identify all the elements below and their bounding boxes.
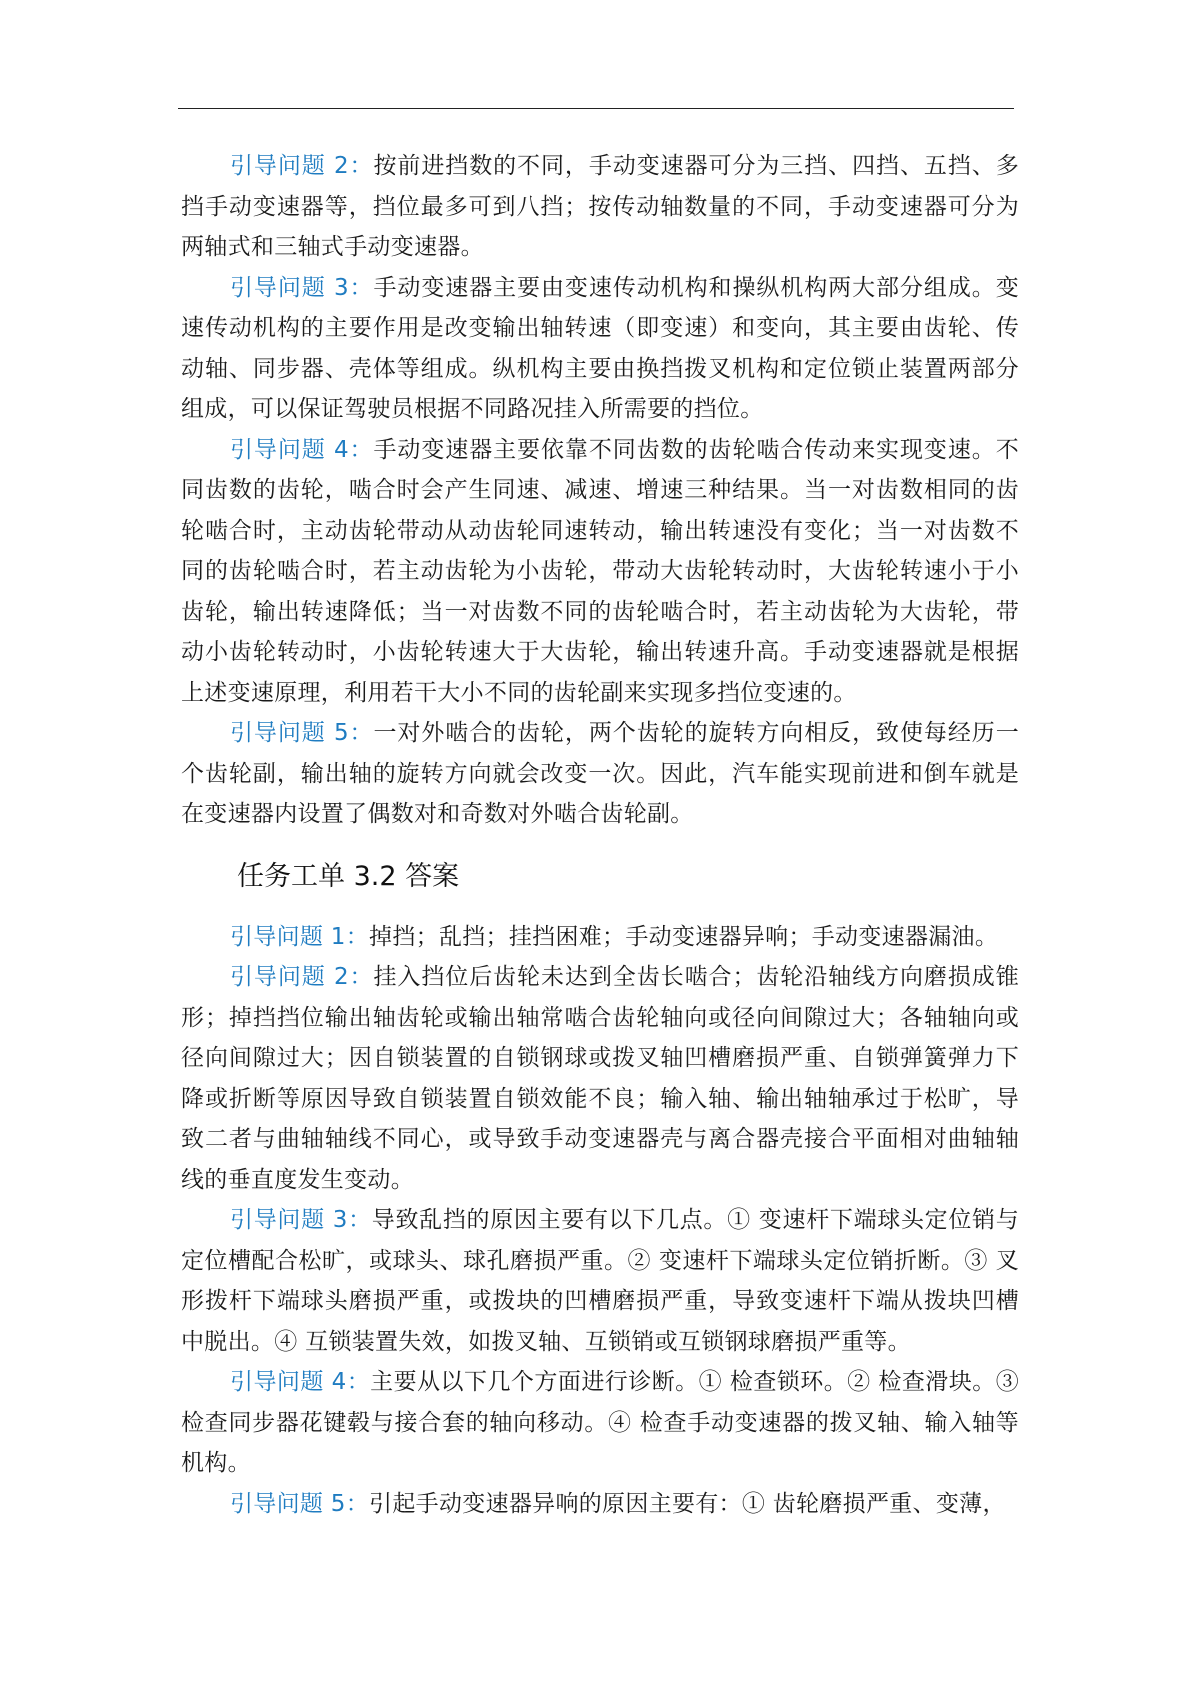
- paragraph-text: 引起手动变速器异响的原因主要有：① 齿轮磨损严重、变薄，: [369, 1490, 1006, 1517]
- question-label: 引导问题 5：: [230, 720, 374, 746]
- paragraph-answer-q2: [181, 957, 1019, 1200]
- paragraph-text: 掉挡；乱挡；挂挡困难；手动变速器异响；手动变速器漏油。: [369, 923, 999, 950]
- paragraph-answer-q3: [181, 1200, 1019, 1362]
- header-rule: [178, 108, 1014, 109]
- paragraph-text: 手动变速器主要由变速传动机构和操纵机构两大部分组成。变速传动机构的主要作用是改变输出轴转速（即变速）和变向，其主要由齿轮、传动轴、同步器、壳体等组成。纵机构主要由换挡拨叉机构和定位锁止装置两部分组成，可以保证驾驶员根据不同路况挂入所需要的挡位。: [181, 274, 1019, 422]
- paragraph-text: 手动变速器主要依靠不同齿数的齿轮啮合传动来实现变速。不同齿数的齿轮，啮合时会产生同速、减速、增速三种结果。当一对齿数相同的齿轮啮合时，主动齿轮带动从动齿轮同速转动，输出转速没有变化；当一对齿数不同的齿轮啮合时，若主动齿轮为小齿轮，带动大齿轮转动时，大齿轮转速小于小齿轮，输出转速降低；当一对齿数不同的齿轮啮合时，若主动齿轮为大齿轮，带动小齿轮转动时，小齿轮转速大于大齿轮，输出转速升高。手动变速器就是根据上述变速原理，利用若干大小不同的齿轮副来实现多挡位变速的。: [181, 436, 1019, 706]
- question-label: 引导问题 3：: [230, 1207, 372, 1233]
- paragraph-text: 导致乱挡的原因主要有以下几点。① 变速杆下端球头定位销与定位槽配合松旷，或球头、球孔磨损严重。② 变速杆下端球头定位销折断。③ 叉形拨杆下端球头磨损严重，或拨块的凹槽磨损严重，导致变速杆下端从拨块凹槽中脱出。④ 互锁装置失效，如拨叉轴、互锁销或互锁钢球磨损严重等。: [181, 1207, 1020, 1355]
- paragraph-text: 主要从以下几个方面进行诊断。① 检查锁环。② 检查滑块。③ 检查同步器花键毂与接合套的轴向移动。④ 检查手动变速器的拨叉轴、输入轴等机构。: [181, 1369, 1019, 1476]
- paragraph-answer-q5: [181, 1484, 1019, 1525]
- paragraph-q5: [181, 713, 1019, 835]
- question-label: 引导问题 4：: [230, 1369, 371, 1395]
- question-label: 引导问题 3：: [230, 274, 374, 301]
- paragraph-q3: [181, 268, 1019, 430]
- question-label: 引导问题 4：: [230, 436, 374, 463]
- question-label: 引导问题 2：: [230, 964, 374, 990]
- question-label: 引导问题 5：: [230, 1490, 370, 1517]
- paragraph-text: 按前进挡数的不同，手动变速器可分为三挡、四挡、五挡、多挡手动变速器等，挡位最多可到八挡；按传动轴数量的不同，手动变速器可分为两轴式和三轴式手动变速器。: [181, 153, 1019, 260]
- question-label: 引导问题 1：: [230, 923, 370, 950]
- paragraph-text: 挂入挡位后齿轮未达到全齿长啮合；齿轮沿轴线方向磨损成锥形；掉挡挡位输出轴齿轮或输出轴常啮合齿轮轴向或径向间隙过大；各轴轴向或径向间隙过大；因自锁装置的自锁钢球或拨叉轴凹槽磨损严重、自锁弹簧弹力下降或折断等原因导致自锁装置自锁效能不良；输入轴、输出轴轴承过于松旷，导致二者与曲轴轴线不同心，或导致手动变速器壳与离合器壳接合平面相对曲轴轴线的垂直度发生变动。: [181, 964, 1019, 1193]
- paragraph-answer-q1: [181, 917, 1019, 958]
- paragraph-answer-q4: [181, 1362, 1019, 1484]
- paragraph-text: 一对外啮合的齿轮，两个齿轮的旋转方向相反，致使每经历一个齿轮副，输出轴的旋转方向就会改变一次。因此，汽车能实现前进和倒车就是在变速器内设置了偶数对和奇数对外啮合齿轮副。: [181, 720, 1019, 827]
- document-body: [181, 146, 1019, 1524]
- paragraph-q4: [181, 430, 1019, 714]
- paragraph-q2: [181, 146, 1019, 268]
- section-heading: 任务工单 3.2 答案: [237, 860, 460, 892]
- question-label: 引导问题 2：: [230, 153, 374, 179]
